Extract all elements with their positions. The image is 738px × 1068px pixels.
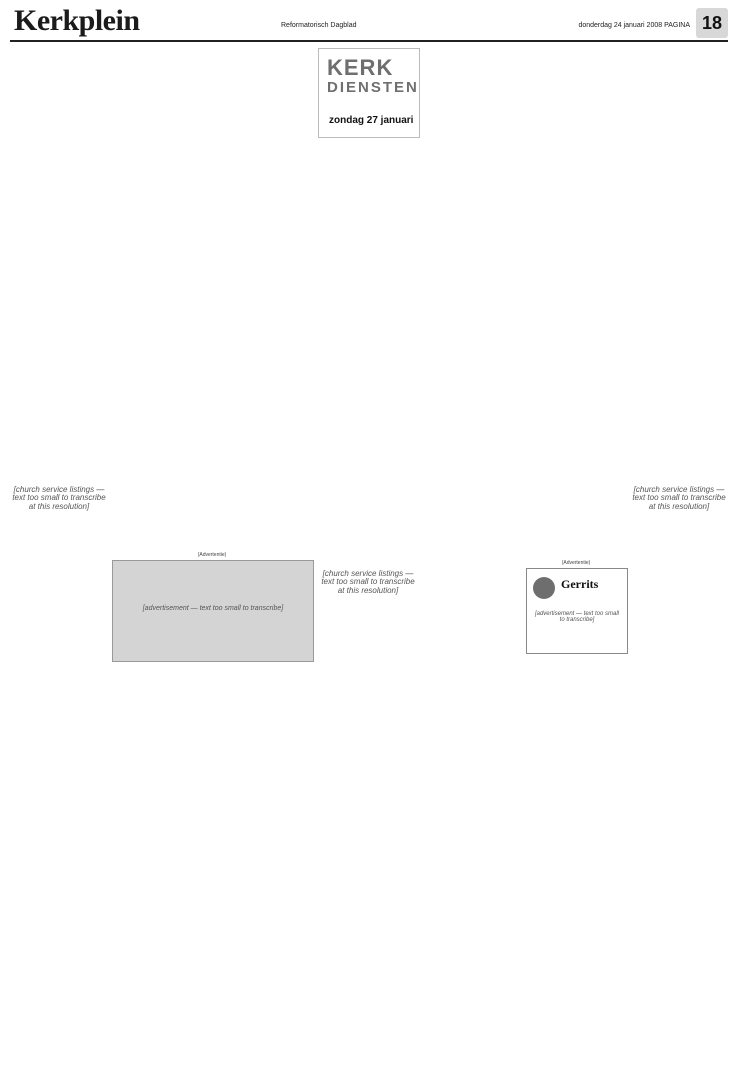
ad-label: (Advertentie) <box>561 560 591 566</box>
listings-placeholder: [church service listings — text too small to transcribe at this resolution] <box>632 485 726 511</box>
kerkdiensten-logo <box>318 48 420 138</box>
logo-word-bottom: DIENSTEN <box>327 79 419 96</box>
page-header <box>0 0 738 44</box>
advertisement-right <box>526 568 628 654</box>
logo-word-top: KERK <box>327 55 394 80</box>
ad-company-name: Gerrits <box>561 577 599 591</box>
ad-placeholder: [advertisement — text too small to transcribe] <box>534 611 620 623</box>
ad-placeholder: [advertisement — text too small to transcribe] <box>142 605 284 612</box>
listing-column-4 <box>318 140 418 1056</box>
header-meta <box>281 22 690 29</box>
advertisement-left <box>112 560 314 662</box>
listings-placeholder: [church service listings — text too small to transcribe at this resolution] <box>12 485 106 511</box>
logo-date: zondag 27 januari <box>329 115 414 126</box>
listings-placeholder: [church service listings — text too small to transcribe at this resolution] <box>321 569 415 595</box>
page-number: 18 <box>696 8 728 38</box>
listing-column-5 <box>422 56 522 1056</box>
company-logo-icon <box>533 577 555 599</box>
listing-column-7 <box>630 56 728 1056</box>
ad-label: (Advertentie) <box>197 552 227 558</box>
listing-column-6 <box>526 56 626 1056</box>
page-title: Kerkplein <box>14 4 140 37</box>
newspaper-name: Reformatorisch Dagblad <box>281 22 357 29</box>
header-rule <box>10 40 728 42</box>
issue-date: donderdag 24 januari 2008 PAGINA <box>578 22 690 29</box>
listing-column-1 <box>10 56 108 1056</box>
